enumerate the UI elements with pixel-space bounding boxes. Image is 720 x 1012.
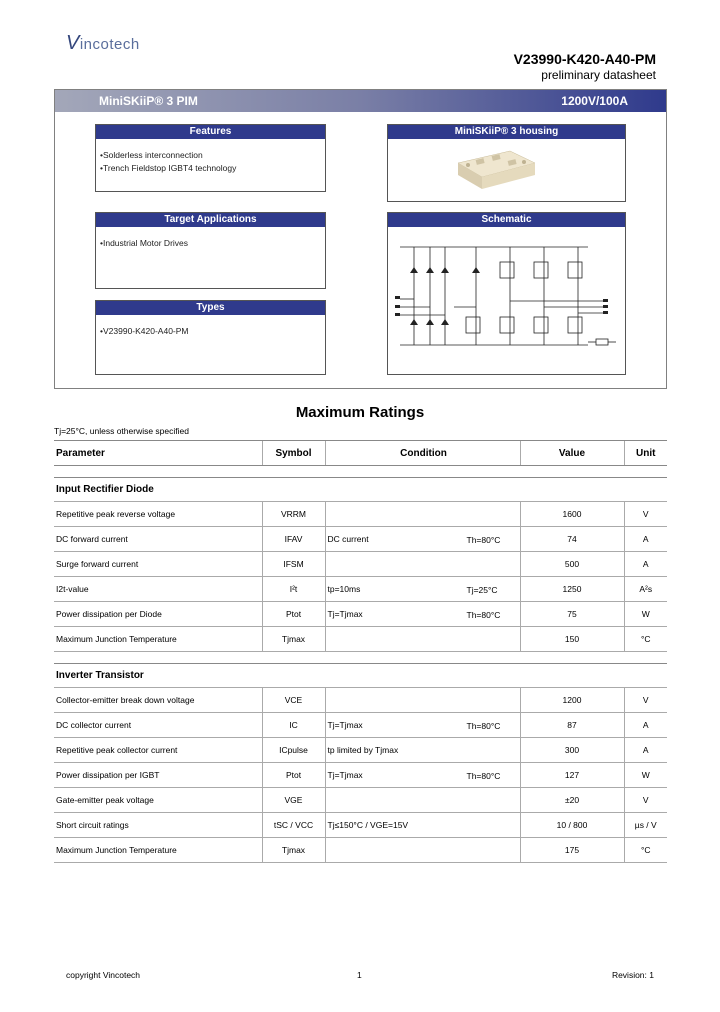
cell-unit: A²s [624,577,667,602]
table-row [54,602,667,627]
section-rows [54,502,667,652]
cell-unit: A [624,738,667,763]
table-row [54,788,667,813]
cell-parameter: DC collector current [54,713,262,738]
section-header: Input Rectifier Diode [54,478,667,502]
cell-condition [325,688,520,713]
cell-unit: V [624,502,667,527]
cell-condition [325,502,520,527]
cell-value: ±20 [520,788,624,813]
table-row [54,713,667,738]
table-row [54,813,667,838]
cell-value: 87 [520,713,624,738]
application-item: • Industrial Motor Drives [100,237,325,250]
cell-value: 1200 [520,688,624,713]
cell-unit: A [624,552,667,577]
col-parameter: Parameter [54,441,262,466]
cell-symbol: Ptot [262,763,325,788]
cell-condition: Tj=Tjmax Th=80°C [325,763,520,788]
banner-rating: 1200V/100A [561,94,628,108]
cell-parameter: Maximum Junction Temperature [54,838,262,863]
vincotech-logo: Vincotech [66,32,140,54]
cell-condition [325,552,520,577]
cell-condition: Tj=Tjmax Th=80°C [325,713,520,738]
banner-product: MiniSKiiP® 3 PIM [99,94,198,108]
housing-box [387,124,626,202]
cell-parameter: Gate-emitter peak voltage [54,788,262,813]
cell-condition: DC current Th=80°C [325,527,520,552]
table-row [54,552,667,577]
table-header [54,441,667,466]
cell-symbol: Tjmax [262,838,325,863]
schematic-title: Schematic [388,213,625,227]
cell-symbol: IC [262,713,325,738]
ratings-table [54,440,667,863]
cell-condition: tp limited by Tjmax [325,738,520,763]
cell-value: 175 [520,838,624,863]
table-row [54,838,667,863]
cell-parameter: Maximum Junction Temperature [54,627,262,652]
cell-value: 75 [520,602,624,627]
table-row [54,627,667,652]
part-number: V23990-K420-A40-PM [513,51,656,67]
housing-title: MiniSKiiP® 3 housing [388,125,625,139]
cell-unit: W [624,763,667,788]
schematic-diagram [388,227,625,374]
cell-parameter: DC forward current [54,527,262,552]
applications-box [95,212,326,289]
product-banner [55,90,666,112]
cell-value: 127 [520,763,624,788]
footer-page: 1 [357,970,362,980]
cell-unit: V [624,688,667,713]
cell-temperature-condition: Th=80°C [466,535,501,545]
cell-unit: A [624,713,667,738]
cell-unit: W [624,602,667,627]
cell-value: 10 / 800 [520,813,624,838]
schematic-box [387,212,626,375]
cell-parameter: I2t-value [54,577,262,602]
cell-value: 1250 [520,577,624,602]
ratings-note: Tj=25°C, unless otherwise specified [54,426,189,436]
cell-condition [325,838,520,863]
cell-parameter: Surge forward current [54,552,262,577]
footer-revision: Revision: 1 [611,970,654,980]
cell-temperature-condition: Tj=25°C [466,585,498,595]
cell-condition [325,788,520,813]
cell-value: 500 [520,552,624,577]
cell-condition: Tj=Tjmax Th=80°C [325,602,520,627]
cell-unit: °C [624,838,667,863]
cell-parameter: Short circuit ratings [54,813,262,838]
ratings-title: Maximum Ratings [295,404,425,421]
features-box [95,124,326,192]
housing-image [388,139,625,201]
cell-condition [325,627,520,652]
cell-unit: °C [624,627,667,652]
cell-symbol: Tjmax [262,627,325,652]
cell-value: 74 [520,527,624,552]
cell-unit: V [624,788,667,813]
table-row [54,577,667,602]
table-row [54,763,667,788]
cell-unit: A [624,527,667,552]
table-row [54,688,667,713]
cell-condition: Tj≤150°C / VGE=15V [325,813,520,838]
cell-symbol: Ptot [262,602,325,627]
cell-unit: µs / V [624,813,667,838]
cell-value: 300 [520,738,624,763]
datasheet-subtitle: preliminary datasheet [541,68,656,82]
cell-parameter: Collector-emitter break down voltage [54,688,262,713]
type-item: • V23990-K420-A40-PM [100,325,325,338]
cell-symbol: VGE [262,788,325,813]
types-title: Types [96,301,325,315]
section-rows [54,688,667,863]
cell-temperature-condition: Th=80°C [466,721,501,731]
applications-title: Target Applications [96,213,325,227]
cell-parameter: Power dissipation per Diode [54,602,262,627]
summary-frame [54,89,667,389]
col-unit: Unit [624,441,667,466]
col-symbol: Symbol [262,441,325,466]
cell-temperature-condition: Th=80°C [466,771,501,781]
cell-parameter: Repetitive peak reverse voltage [54,502,262,527]
cell-parameter: Power dissipation per IGBT [54,763,262,788]
table-row [54,527,667,552]
cell-symbol: ICpulse [262,738,325,763]
cell-symbol: VCE [262,688,325,713]
cell-symbol: IFSM [262,552,325,577]
footer-copyright: copyright Vincotech [66,970,141,980]
cell-value: 150 [520,627,624,652]
cell-symbol: VRRM [262,502,325,527]
cell-value: 1600 [520,502,624,527]
table-row [54,502,667,527]
col-value: Value [520,441,624,466]
cell-symbol: tSC / VCC [262,813,325,838]
cell-symbol: IFAV [262,527,325,552]
features-title: Features [96,125,325,139]
table-row [54,738,667,763]
cell-condition: tp=10ms Tj=25°C [325,577,520,602]
col-condition: Condition [325,441,520,466]
types-box [95,300,326,375]
cell-temperature-condition: Th=80°C [466,610,501,620]
section-header: Inverter Transistor [54,664,667,688]
cell-symbol: I²t [262,577,325,602]
cell-parameter: Repetitive peak collector current [54,738,262,763]
feature-item: • Trench Fieldstop IGBT4 technology [100,162,325,175]
feature-item: • Solderless interconnection [100,149,325,162]
